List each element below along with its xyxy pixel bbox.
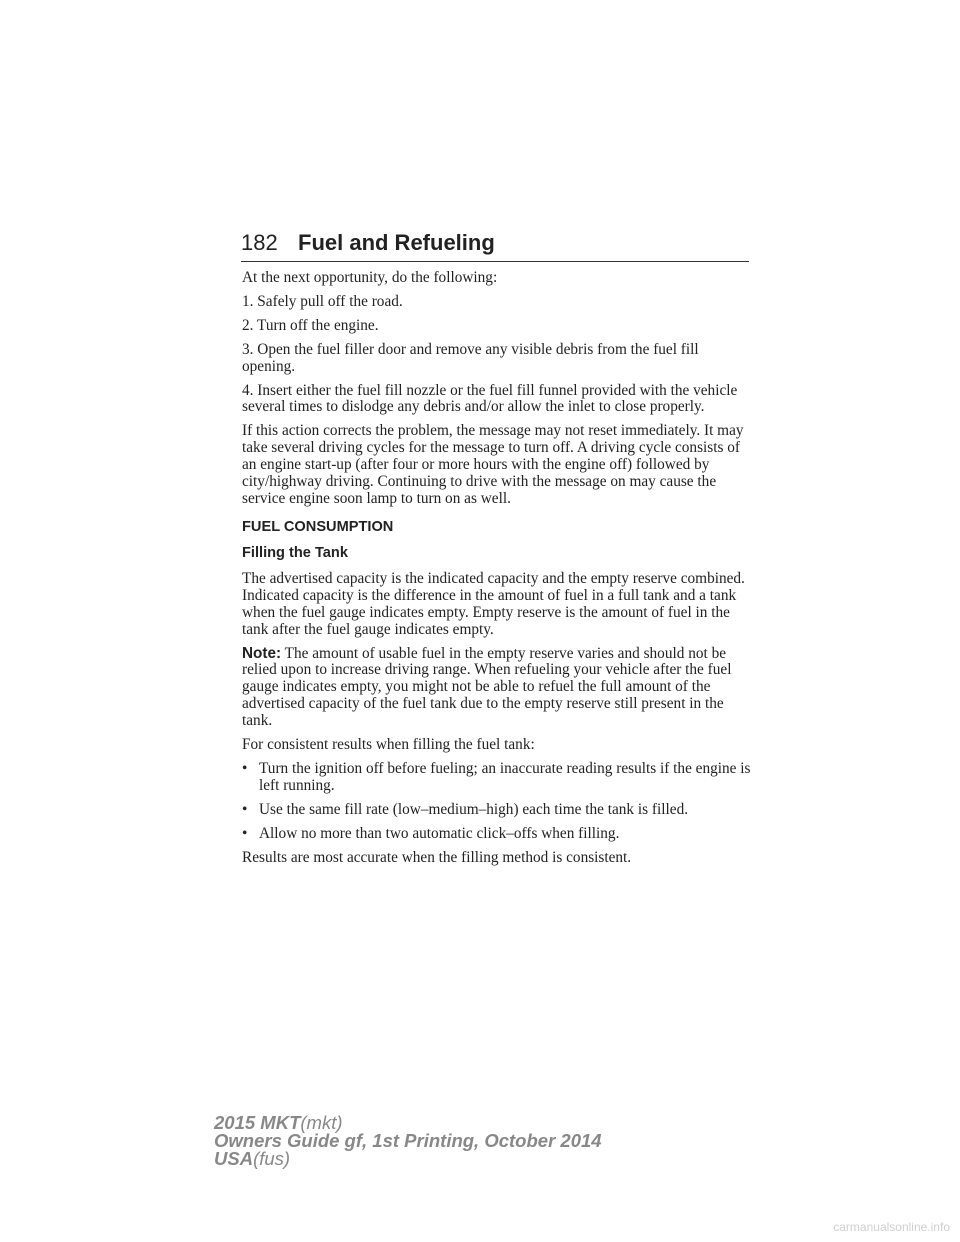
driving-cycle-paragraph: If this action corrects the problem, the message may not reset immediately. It may take several driving cycles for the message to turn off. A driving cycle consists of an engine start-up (after four or more hours with the engine off) followed by city/highway driving. Continuing to drive with the message on may cause the service engine soon lamp to turn on as well.	[242, 422, 744, 507]
watermark: carmanualsonline.info	[833, 1220, 950, 1234]
bullet-item	[242, 761, 752, 795]
step-item: 3. Open the fuel filler door and remove any visible debris from the fuel fill opening.	[242, 340, 699, 375]
bullet-marker: •	[242, 800, 248, 818]
bullet-text: Turn the ignition off before fueling; an inaccurate reading results if the engine is left running.	[259, 759, 751, 794]
bullet-item	[242, 802, 752, 819]
page-number: 182	[241, 230, 278, 255]
footer-line-printing: Owners Guide gf, 1st Printing, October 2014	[214, 1130, 602, 1151]
step-item: 1. Safely pull off the road.	[242, 292, 403, 310]
bullet-marker: •	[242, 759, 248, 777]
footer-model: 2015 MKT	[214, 1112, 301, 1133]
closing-paragraph: Results are most accurate when the filling method is consistent.	[242, 848, 632, 866]
note-paragraph	[242, 646, 752, 731]
bullet-text: Use the same fill rate (low–medium–high) each time the tank is filled.	[259, 800, 689, 818]
consistent-results-intro: For consistent results when filling the fuel tank:	[242, 736, 535, 754]
footer-model-code: (mkt)	[300, 1112, 343, 1133]
note-text: The amount of usable fuel in the empty reserve varies and should not be relied upon to increase driving range. When refueling your vehicle after the fuel gauge indicates empty, you might not be able to refuel the full amount of the advertised capacity of the fuel tank due to the empty reserve still present in the tank.	[242, 644, 732, 730]
subsection-heading: Filling the Tank	[242, 544, 348, 561]
footer-market: USA	[214, 1148, 254, 1169]
page-content	[242, 270, 752, 873]
footer-line-market	[214, 1150, 602, 1168]
chapter-title: Fuel and Refueling	[298, 230, 495, 255]
bullet-text: Allow no more than two automatic click–offs when filling.	[259, 824, 620, 842]
note-label: Note:	[242, 644, 282, 662]
footer-market-code: (fus)	[253, 1148, 291, 1169]
step-item: 4. Insert either the fuel fill nozzle or the fuel fill funnel provided with the vehicle several times to dislodge any debris and/or allow the inlet to close properly.	[242, 381, 738, 416]
step-item: 2. Turn off the engine.	[242, 316, 379, 334]
capacity-paragraph: The advertised capacity is the indicated capacity and the empty reserve combined. Indicated capacity is the difference in the amount of fuel in a full tank and a tank when the fuel gauge indicates empty. Empty reserve is the amount of fuel in the tank after the fuel gauge indicates empty.	[242, 569, 745, 638]
page-header	[241, 229, 749, 262]
print-footer	[214, 1114, 602, 1168]
bullet-marker: •	[242, 824, 248, 842]
section-heading: FUEL CONSUMPTION	[242, 518, 394, 535]
bullet-item	[242, 826, 752, 843]
intro-paragraph: At the next opportunity, do the following:	[242, 269, 498, 286]
